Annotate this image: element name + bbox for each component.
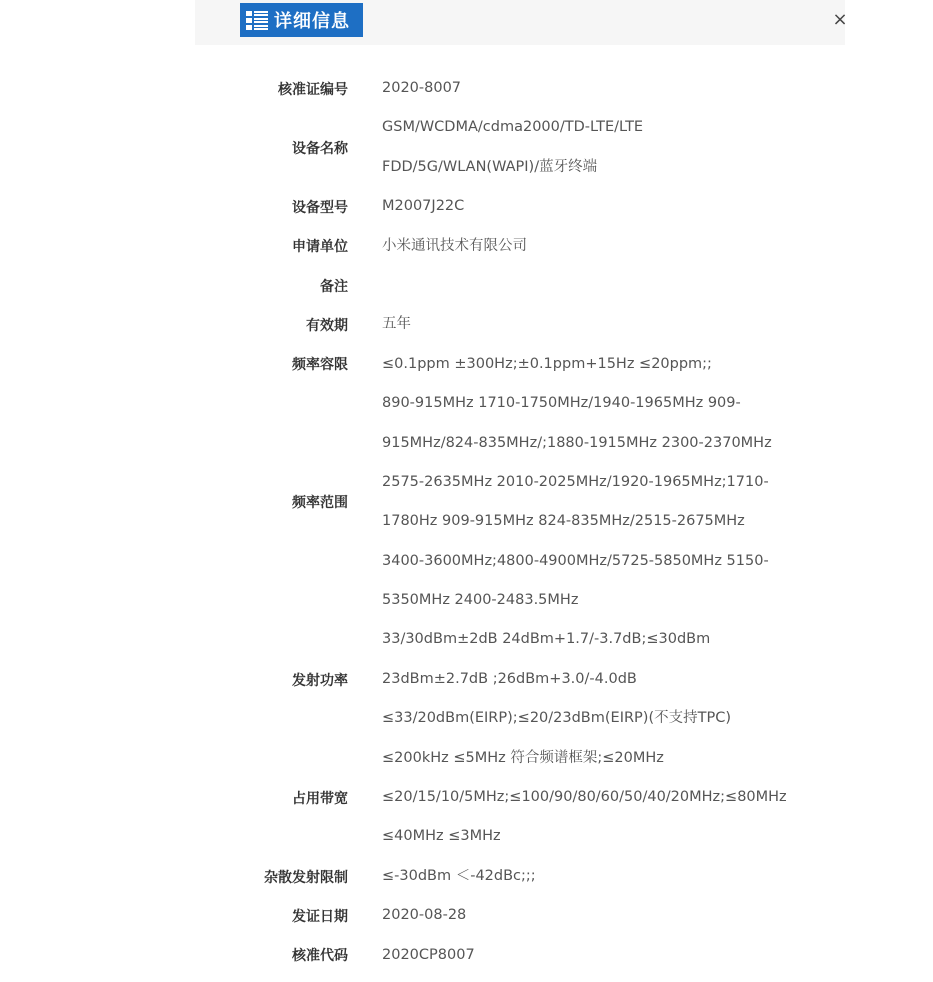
detail-row: [240, 936, 842, 975]
field-label: 核准证编号: [278, 81, 348, 98]
field-label: 设备名称: [292, 140, 348, 157]
field-value-line: 小米通讯技术有限公司: [382, 237, 527, 254]
field-value-line: 915MHz/824-835MHz/;1880-1915MHz 2300-2370MHz: [382, 434, 772, 451]
field-value-line: 五年: [382, 316, 411, 333]
detail-row: [240, 69, 842, 108]
field-value: [382, 227, 842, 266]
detail-row: [240, 384, 842, 620]
field-value: [382, 739, 842, 857]
field-label: 设备型号: [292, 199, 348, 216]
detail-rows: [240, 69, 842, 975]
detail-row: [240, 345, 842, 384]
field-value: [382, 896, 842, 935]
field-value: [382, 857, 842, 896]
field-value-line: FDD/5G/WLAN(WAPI)/蓝牙终端: [382, 158, 598, 175]
field-value-line: ≤40MHz ≤3MHz: [382, 828, 501, 845]
field-label: 频率容限: [292, 357, 348, 374]
field-value-line: 2020-08-28: [382, 907, 467, 924]
field-label: 频率范围: [292, 495, 348, 512]
field-value-line: ≤0.1ppm ±300Hz;±0.1ppm+15Hz ≤20ppm;;: [382, 355, 712, 372]
field-value: [382, 936, 842, 975]
field-label: 备注: [320, 278, 348, 295]
field-label: 杂散发射限制: [264, 869, 348, 886]
detail-row: [240, 857, 842, 896]
field-value: [382, 384, 842, 620]
detail-row: [240, 739, 842, 857]
list-icon: [246, 10, 268, 30]
field-value-line: 23dBm±2.7dB ;26dBm+3.0/-4.0dB: [382, 670, 637, 687]
dialog-header: [195, 0, 848, 45]
field-label: 申请单位: [292, 239, 348, 256]
field-value-line: 33/30dBm±2dB 24dBm+1.7/-3.7dB;≤30dBm: [382, 631, 711, 648]
field-value-line: M2007J22C: [382, 198, 465, 215]
field-value-line: GSM/WCDMA/cdma2000/TD-LTE/LTE: [382, 119, 644, 136]
detail-table: [240, 69, 842, 975]
detail-row: [240, 227, 842, 266]
field-value-line: ≤33/20dBm(EIRP);≤20/23dBm(EIRP)(不支持TPC): [382, 710, 731, 727]
detail-row: [240, 896, 842, 935]
field-value-line: [382, 266, 842, 305]
field-value-line: 5350MHz 2400-2483.5MHz: [382, 592, 579, 609]
field-value: [382, 305, 842, 344]
field-value-line: ≤20/15/10/5MHz;≤100/90/80/60/50/40/20MHz;≤80MHz: [382, 789, 787, 806]
field-value-line: 2020-8007: [382, 80, 462, 96]
field-value: [382, 187, 842, 226]
field-label: 发射功率: [292, 672, 348, 689]
detail-row: [240, 305, 842, 344]
field-label: 有效期: [306, 318, 348, 335]
field-value-line: 890-915MHz 1710-1750MHz/1940-1965MHz 909-: [382, 395, 741, 412]
field-value: [382, 69, 842, 108]
field-value-line: ≤200kHz ≤5MHz 符合频谱框架;≤20MHz: [382, 749, 664, 766]
field-value: [382, 266, 842, 305]
field-value-line: 1780Hz 909-915MHz 824-835MHz/2515-2675MHz: [382, 513, 745, 530]
close-icon[interactable]: ×: [832, 9, 848, 30]
detail-row: [240, 187, 842, 226]
field-value-line: ≤-30dBm ＜-42dBc;;;: [382, 867, 536, 884]
detail-row: [240, 266, 842, 305]
field-label: 占用带宽: [292, 790, 348, 807]
detail-row: [240, 620, 842, 738]
field-value: [382, 345, 842, 384]
detail-row: [240, 108, 842, 187]
field-value-line: 3400-3600MHz;4800-4900MHz/5725-5850MHz 5150-: [382, 552, 769, 569]
field-value-line: 2575-2635MHz 2010-2025MHz/1920-1965MHz;1710-: [382, 473, 769, 490]
field-label: 核准代码: [292, 948, 348, 965]
dialog-title: 详细信息: [274, 11, 350, 32]
field-value: [382, 108, 842, 187]
field-value-line: 2020CP8007: [382, 946, 475, 963]
dialog-title-tag: [240, 3, 363, 37]
field-value: [382, 620, 842, 738]
field-label: 发证日期: [292, 908, 348, 925]
